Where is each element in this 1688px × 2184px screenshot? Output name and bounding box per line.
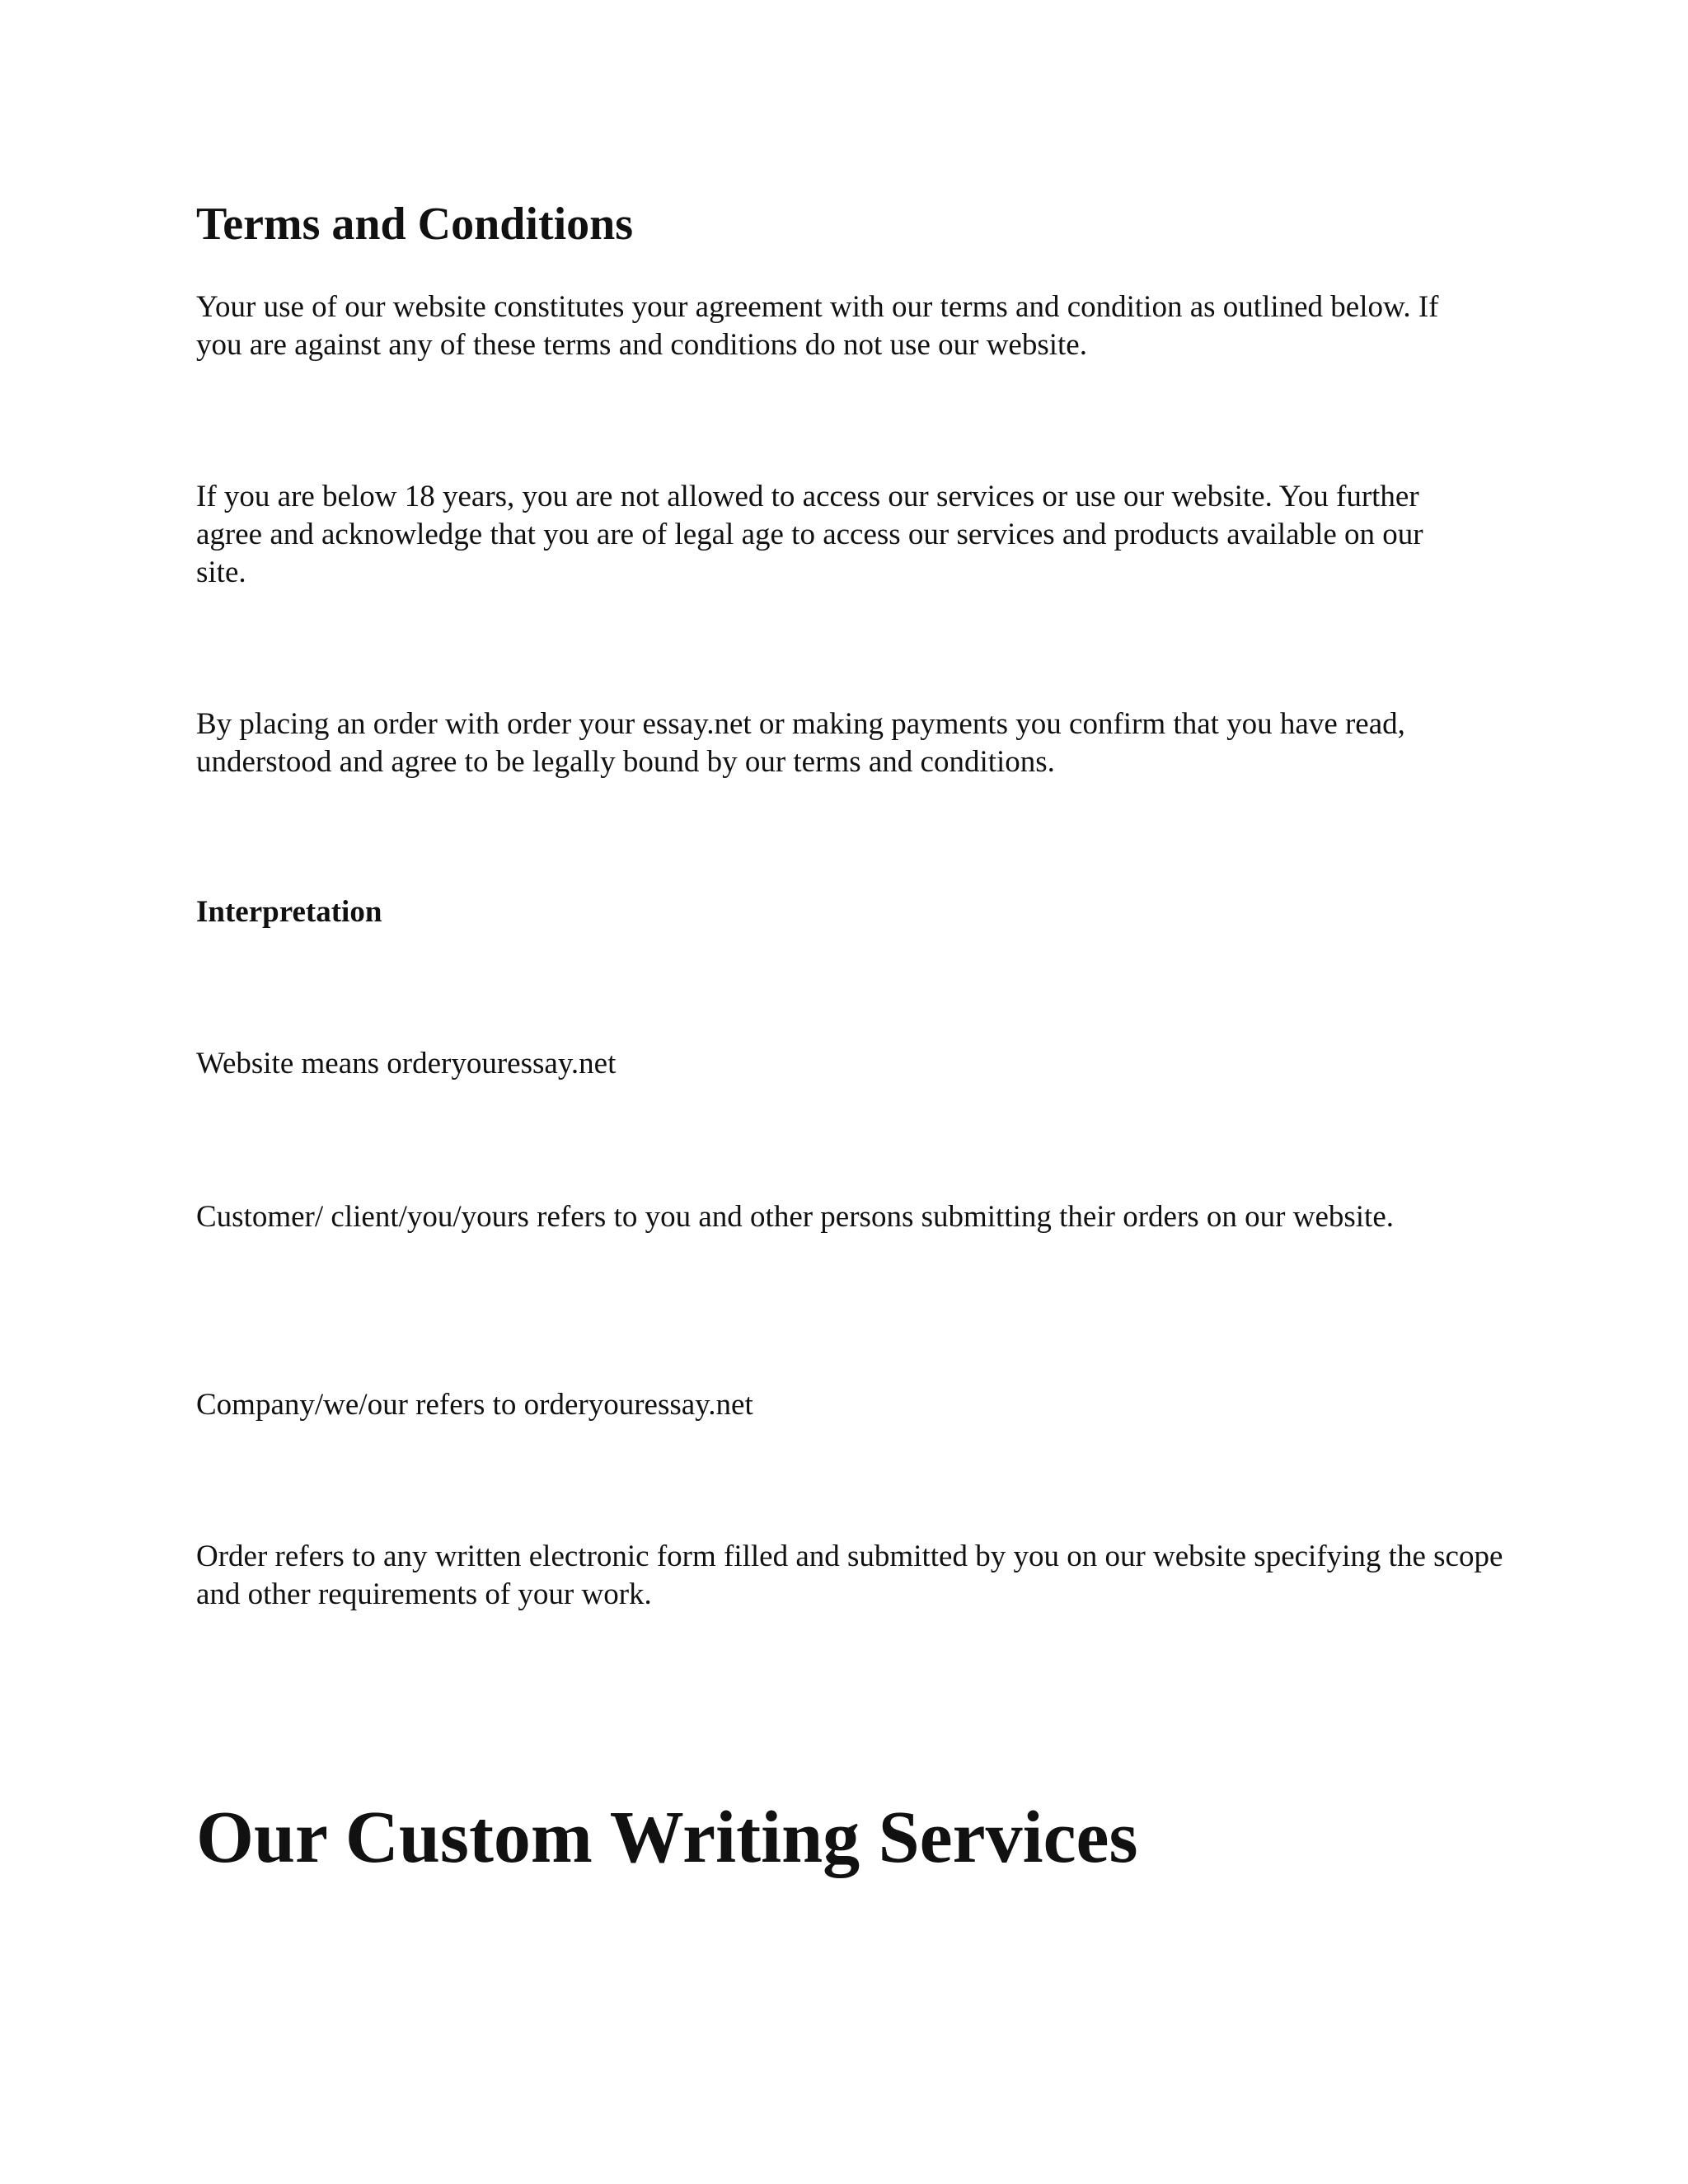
page-title: Terms and Conditions bbox=[196, 199, 634, 250]
definition-order: Order refers to any written electronic form filled and submitted by you on our website specifying the scope and other requirements of your work. bbox=[196, 1540, 1503, 1611]
intro-paragraph: Your use of our website constitutes your agreement with our terms and condition as outlined below. If you are against any of these terms and conditions do not use our website. bbox=[196, 290, 1439, 362]
age-requirement-paragraph: If you are below 18 years, you are not allowed to access our services or use our website. You further agree and acknowledge that you are of legal age to access our services and products available on our site. bbox=[196, 480, 1423, 589]
definition-company: Company/we/our refers to orderyouressay.net bbox=[196, 1388, 753, 1422]
order-agreement-paragraph: By placing an order with order your essay.net or making payments you confirm that you have read, understood and agree to be legally bound by our terms and conditions. bbox=[196, 707, 1405, 779]
definition-website: Website means orderyouressay.net bbox=[196, 1047, 617, 1080]
definition-customer: Customer/ client/you/yours refers to you and other persons submitting their orders on our website. bbox=[196, 1200, 1395, 1234]
section-heading: Our Custom Writing Services bbox=[196, 1797, 1138, 1878]
interpretation-heading: Interpretation bbox=[196, 895, 382, 929]
